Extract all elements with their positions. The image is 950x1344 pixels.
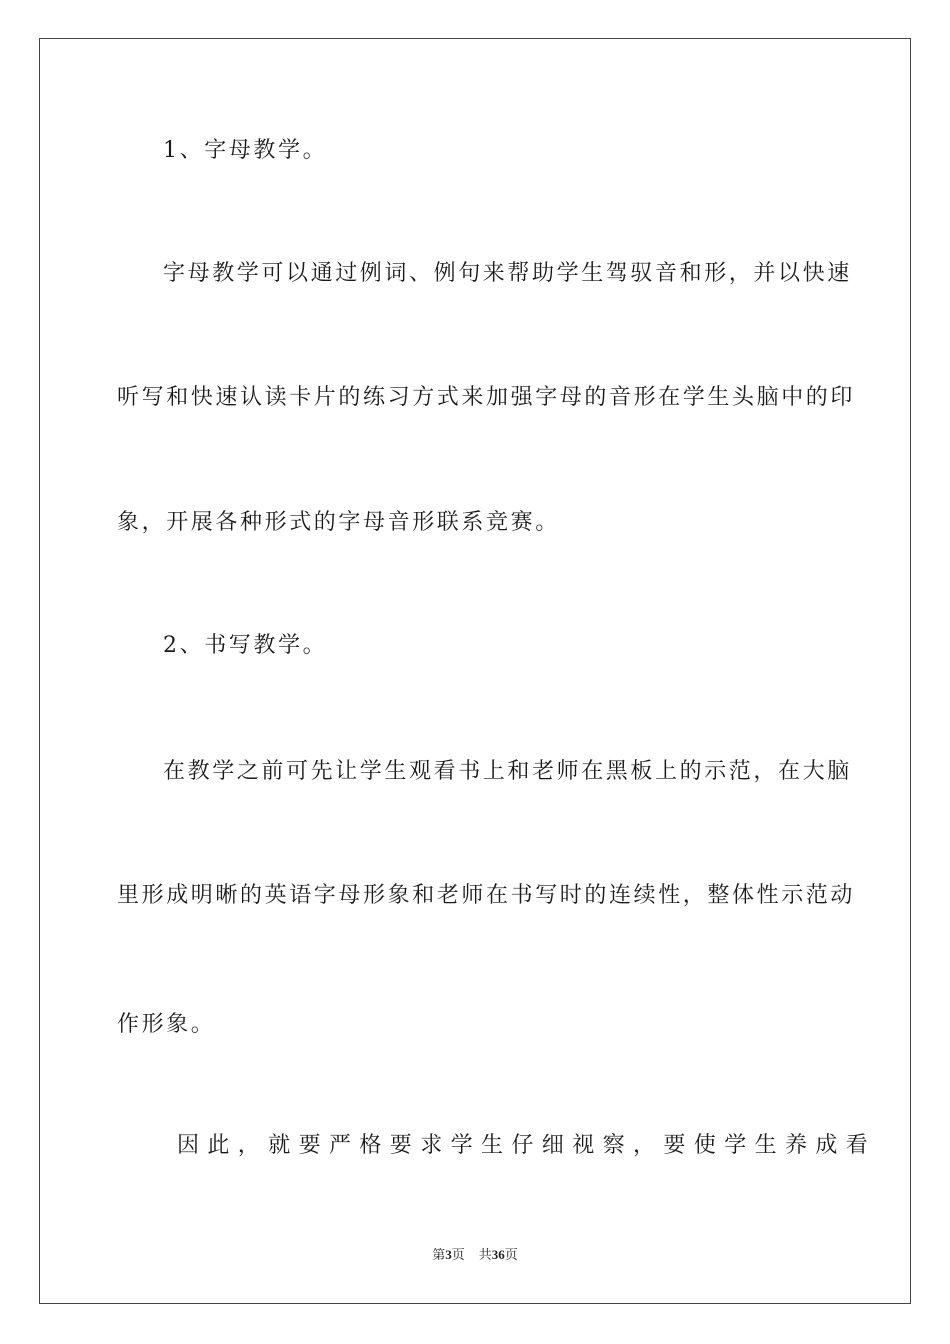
heading-writing-teaching: 2、书写教学。 (163, 633, 328, 658)
total-prefix: 共 (478, 1247, 492, 1262)
heading-letter-teaching: 1、字母教学。 (163, 138, 328, 163)
paragraph-line: 因此，就要严格要求学生仔细视察，要使学生养成看 (177, 1133, 877, 1158)
page-border (39, 38, 911, 1304)
page-number: 3 (445, 1247, 452, 1262)
page-prefix: 第 (432, 1247, 446, 1262)
page-footer (0, 1246, 950, 1264)
paragraph-line: 象，开展各种形式的字母音形联系竞赛。 (117, 510, 560, 535)
total-suffix: 页 (504, 1247, 518, 1262)
paragraph-line: 字母教学可以通过例词、例句来帮助学生驾驭音和形，并以快速 (163, 261, 852, 286)
total-pages: 36 (491, 1247, 505, 1262)
paragraph-line: 里形成明晰的英语字母形象和老师在书写时的连续性，整体性示范动 (117, 883, 856, 908)
page-suffix: 页 (451, 1247, 465, 1262)
paragraph-line: 听写和快速认读卡片的练习方式来加强字母的音形在学生头脑中的印 (117, 385, 856, 410)
paragraph-line: 作形象。 (117, 1012, 216, 1037)
paragraph-line: 在教学之前可先让学生观看书上和老师在黑板上的示范，在大脑 (163, 759, 852, 784)
